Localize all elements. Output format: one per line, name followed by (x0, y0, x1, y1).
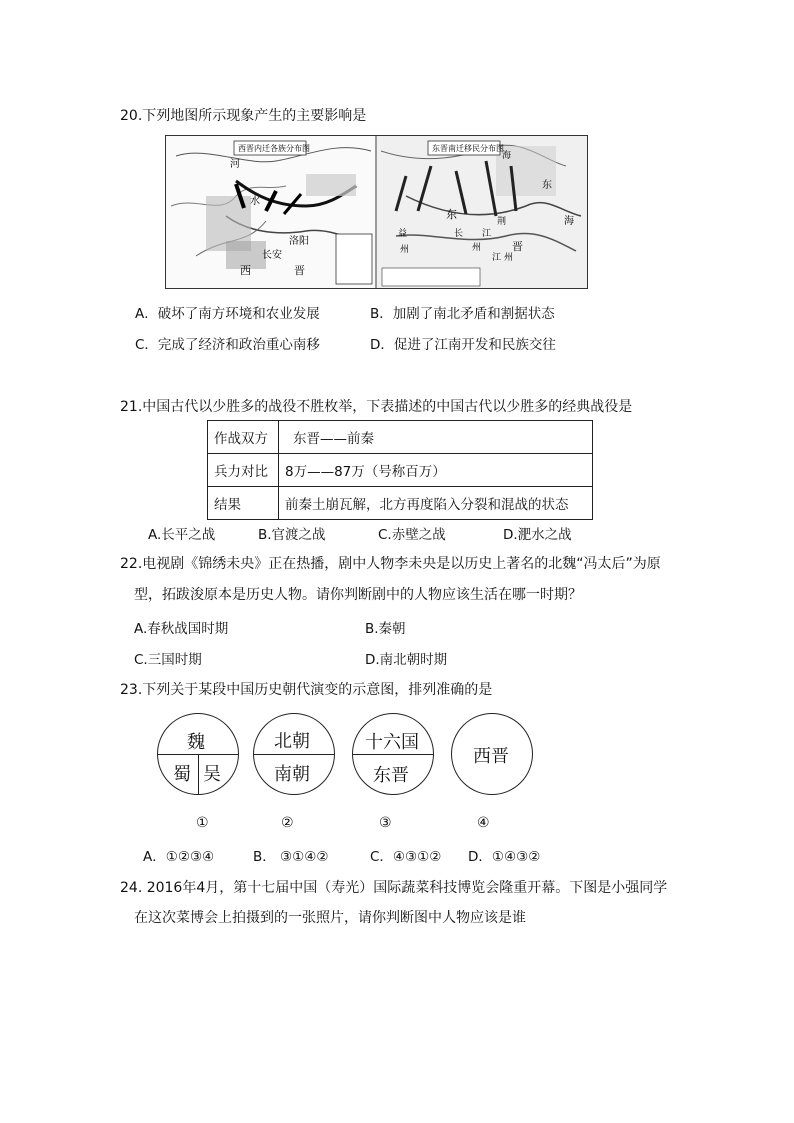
q23-option-b[interactable]: B． ③①④② (253, 849, 329, 865)
svg-text:晋: 晋 (294, 264, 305, 277)
right-map (377, 136, 587, 288)
table-key: 兵力对比 (208, 454, 279, 487)
svg-text:河: 河 (230, 159, 240, 170)
q20-map (165, 135, 588, 289)
right-map-title: 东晋南迁移民分布图 (432, 144, 504, 153)
q21-stem: 21.中国古代以少胜多的战役不胜枚举，下表描述的中国古代以少胜多的经典战役是 (120, 399, 633, 415)
table-value: 东晋——前秦 (279, 421, 593, 454)
circle-num-2: ② (281, 815, 294, 831)
svg-text:荆: 荆 (497, 217, 507, 227)
q21-table (207, 420, 593, 520)
svg-text:西: 西 (240, 264, 251, 277)
q20-option-b[interactable]: B．加剧了南北矛盾和割据状态 (370, 306, 555, 322)
svg-text:江: 江 (482, 229, 492, 239)
svg-text:东: 东 (542, 180, 552, 191)
circle-three-kingdoms: 魏 蜀 吴 (157, 713, 239, 795)
q23-option-a[interactable]: A．①②③④ (143, 849, 215, 865)
q22-option-a[interactable]: A.春秋战国时期 (134, 621, 229, 637)
q23-stem: 23.下列关于某段中国历史朝代演变的示意图，排列准确的是 (120, 682, 493, 698)
left-map (166, 136, 375, 288)
circle-num-4: ④ (477, 815, 490, 831)
circle-num-1: ① (196, 815, 209, 831)
q24-stem-line2: 在这次菜博会上拍摄到的一张照片，请你判断图中人物应该是谁 (134, 910, 526, 926)
svg-text:州: 州 (472, 243, 482, 253)
q21-option-b[interactable]: B.官渡之战 (258, 527, 326, 543)
q22-option-c[interactable]: C.三国时期 (134, 652, 202, 668)
table-value: 8万——87万（号称百万） (279, 454, 593, 487)
circle-western-jin: 西晋 (451, 713, 533, 795)
table-row (208, 421, 593, 454)
q24-stem-line1: 24. 2016年4月，第十七届中国（寿光）国际蔬菜科技博览会隆重开幕。下图是小强同学 (120, 880, 668, 896)
q22-option-d[interactable]: D.南北朝时期 (365, 652, 448, 668)
q23-option-c[interactable]: C．④③①② (370, 849, 442, 865)
q23-option-d[interactable]: D．①④③② (468, 849, 541, 865)
q20-option-a[interactable]: A．破坏了南方环境和农业发展 (135, 306, 320, 322)
left-map-title: 西晋内迁各族分布图 (238, 144, 310, 153)
table-key: 结果 (208, 487, 279, 520)
svg-text:州: 州 (504, 253, 514, 263)
q22-stem-line2: 型，拓跋浚原本是历史人物。请你判断剧中的人物应该生活在哪一时期？ (134, 587, 582, 603)
circle-num-3: ③ (379, 815, 392, 831)
circle-north-south: 北朝 南朝 (253, 713, 335, 795)
svg-text:长安: 长安 (262, 250, 282, 261)
q21-option-a[interactable]: A.长平之战 (148, 527, 216, 543)
table-row (208, 487, 593, 520)
q20-option-c[interactable]: C．完成了经济和政治重心南移 (135, 337, 320, 353)
table-row (208, 454, 593, 487)
q21-option-c[interactable]: C.赤壁之战 (378, 527, 446, 543)
q22-stem-line1: 22.电视剧《锦绣未央》正在热播，剧中人物李未央是以历史上著名的北魏“冯太后”为原 (120, 556, 661, 572)
q20-stem: 20.下列地图所示现象产生的主要影响是 (120, 108, 367, 124)
svg-text:海: 海 (502, 151, 512, 161)
svg-text:江: 江 (492, 253, 502, 263)
svg-text:洛阳: 洛阳 (289, 236, 309, 247)
svg-text:益: 益 (398, 229, 408, 239)
svg-text:晋: 晋 (512, 240, 523, 253)
svg-text:水: 水 (250, 196, 260, 207)
q22-option-b[interactable]: B.秦朝 (365, 621, 406, 637)
svg-text:海: 海 (564, 216, 574, 227)
svg-text:州: 州 (400, 245, 410, 255)
circle-sixteen-kingdoms: 十六国 东晋 (352, 713, 434, 795)
table-value: 前秦土崩瓦解，北方再度陷入分裂和混战的状态 (279, 487, 593, 520)
q21-option-d[interactable]: D.淝水之战 (503, 527, 572, 543)
svg-text:东: 东 (446, 208, 457, 221)
svg-text:长: 长 (454, 229, 464, 239)
table-key: 作战双方 (208, 421, 279, 454)
q20-option-d[interactable]: D．促进了江南开发和民族交往 (370, 337, 556, 353)
